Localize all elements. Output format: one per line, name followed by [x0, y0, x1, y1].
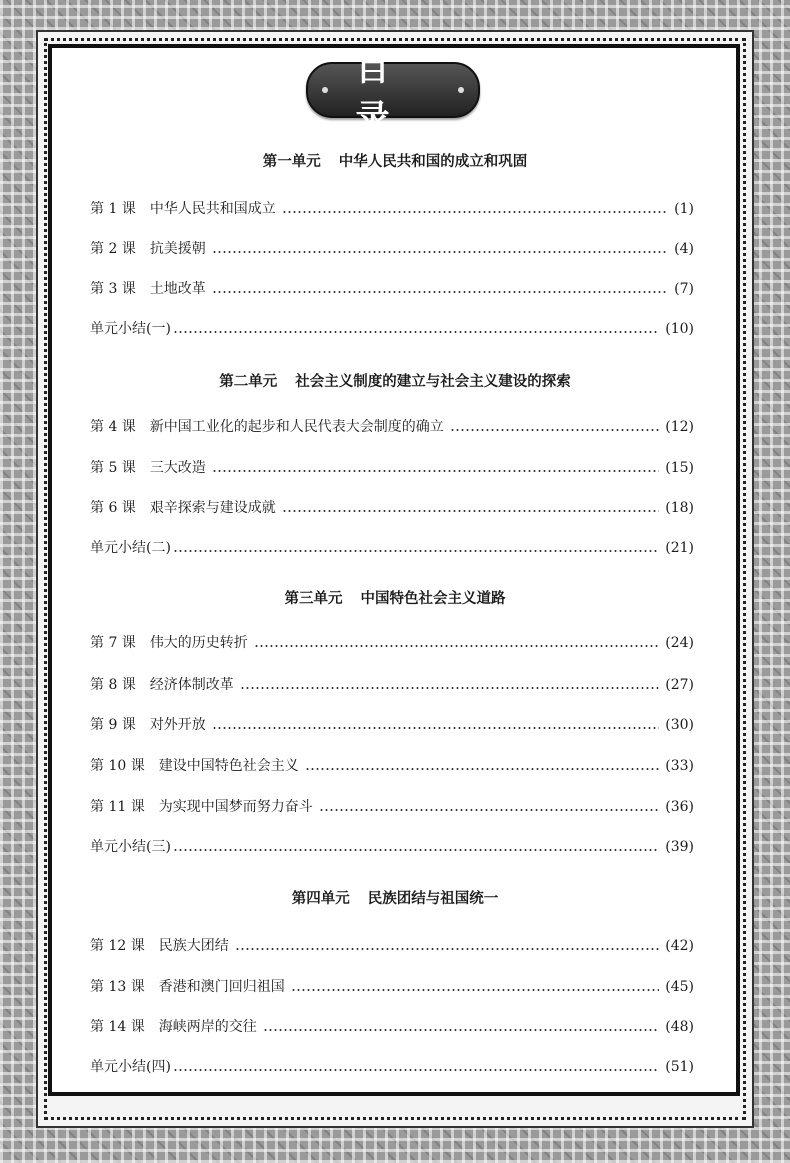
lesson-title: 抗美援朝 [149, 241, 206, 257]
summary-title: 单元小结(四) [90, 1059, 171, 1075]
lesson-title: 香港和澳门回归祖国 [158, 979, 285, 995]
dot-leader [212, 470, 659, 472]
lesson-number: 第 3 课 [90, 281, 136, 297]
dot-leader [282, 510, 659, 512]
lesson-title: 艰辛探索与建设成就 [149, 500, 276, 516]
toc-entry[interactable] [90, 976, 694, 998]
unit-number: 第二单元 [219, 374, 278, 390]
page-number: (7) [674, 281, 694, 297]
lesson-number: 第 8 课 [90, 677, 136, 693]
dot-leader [263, 1029, 660, 1031]
toc-entry[interactable] [90, 198, 694, 220]
lesson-title: 对外开放 [149, 717, 206, 733]
toc-summary-entry[interactable] [90, 836, 694, 858]
lesson-number: 第 1 课 [90, 201, 136, 217]
summary-title: 单元小结(三) [90, 839, 171, 855]
page-number: (15) [665, 460, 694, 476]
toc-entry[interactable] [90, 457, 694, 479]
bullet-dot-icon [322, 87, 328, 93]
toc-entry[interactable] [90, 416, 694, 438]
toc-summary-entry[interactable] [90, 537, 694, 559]
dot-leader [282, 211, 668, 213]
page-number: (30) [665, 717, 694, 733]
summary-title: 单元小结(二) [90, 540, 171, 556]
toc-entry[interactable] [90, 935, 694, 957]
toc-entry[interactable] [90, 278, 694, 300]
page-title: 目录 [355, 49, 404, 138]
page-number: (24) [665, 635, 694, 651]
unit-title: 中华人民共和国的成立和巩固 [338, 154, 528, 170]
lesson-number: 第 10 课 [90, 758, 145, 774]
lesson-title: 建设中国特色社会主义 [158, 758, 299, 774]
page-number: (12) [665, 419, 694, 435]
page-number: (27) [665, 677, 694, 693]
lesson-number: 第 6 课 [90, 500, 136, 516]
page-number: (39) [665, 839, 694, 855]
toc-entry[interactable] [90, 755, 694, 777]
lesson-title: 伟大的历史转折 [149, 635, 248, 651]
bullet-dot-icon [458, 87, 464, 93]
toc-entry[interactable] [90, 1016, 694, 1038]
lesson-number: 第 4 课 [90, 419, 136, 435]
toc-entry[interactable] [90, 632, 694, 654]
toc-summary-entry[interactable] [90, 1056, 694, 1078]
page-number: (45) [665, 979, 694, 995]
lesson-number: 第 13 课 [90, 979, 145, 995]
lesson-number: 第 7 课 [90, 635, 136, 651]
unit-title: 社会主义制度的建立与社会主义建设的探索 [295, 374, 571, 390]
dot-leader [173, 849, 659, 851]
lesson-title: 土地改革 [149, 281, 206, 297]
summary-title: 单元小结(一) [90, 321, 171, 337]
dot-leader [173, 331, 659, 333]
dot-leader [240, 687, 659, 689]
toc-entry[interactable] [90, 497, 694, 519]
lesson-number: 第 2 课 [90, 241, 136, 257]
lesson-title: 民族大团结 [158, 938, 229, 954]
unit-heading [60, 887, 730, 908]
lesson-title: 海峡两岸的交往 [158, 1019, 257, 1035]
unit-number: 第四单元 [291, 891, 350, 907]
unit-number: 第三单元 [284, 591, 343, 607]
unit-title: 中国特色社会主义道路 [360, 591, 506, 607]
page-number: (1) [674, 201, 694, 217]
page-number: (48) [665, 1019, 694, 1035]
unit-title: 民族团结与祖国统一 [367, 891, 499, 907]
toc-entry[interactable] [90, 238, 694, 260]
page-number: (33) [665, 758, 694, 774]
dot-leader [212, 251, 668, 253]
lesson-title: 中华人民共和国成立 [149, 201, 276, 217]
unit-heading [60, 587, 730, 608]
lesson-title: 为实现中国梦而努力奋斗 [158, 799, 313, 815]
toc-summary-entry[interactable] [90, 318, 694, 340]
dot-leader [254, 645, 659, 647]
page-number: (51) [665, 1059, 694, 1075]
page-number: (36) [665, 799, 694, 815]
lesson-number: 第 14 课 [90, 1019, 145, 1035]
dot-leader [291, 989, 660, 991]
page-number: (42) [665, 938, 694, 954]
lesson-number: 第 11 课 [90, 799, 145, 815]
toc-entry[interactable] [90, 674, 694, 696]
dot-leader [212, 291, 668, 293]
dot-leader [450, 429, 659, 431]
page-number: (4) [674, 241, 694, 257]
page-number: (21) [665, 540, 694, 556]
dot-leader [212, 727, 659, 729]
page-title-badge [306, 49, 480, 138]
dot-leader [235, 948, 660, 950]
lesson-number: 第 5 课 [90, 460, 136, 476]
page-number: (10) [665, 321, 694, 337]
lesson-title: 三大改造 [149, 460, 206, 476]
dot-leader [173, 550, 659, 552]
toc-entry[interactable] [90, 796, 694, 818]
dot-leader [319, 809, 660, 811]
page-number: (18) [665, 500, 694, 516]
unit-heading [60, 150, 730, 171]
unit-heading [60, 370, 730, 391]
lesson-title: 经济体制改革 [149, 677, 234, 693]
dot-leader [305, 768, 660, 770]
dot-leader [173, 1069, 659, 1071]
lesson-title: 新中国工业化的起步和人民代表大会制度的确立 [149, 419, 444, 435]
lesson-number: 第 12 课 [90, 938, 145, 954]
unit-number: 第一单元 [262, 154, 321, 170]
lesson-number: 第 9 课 [90, 717, 136, 733]
toc-entry[interactable] [90, 714, 694, 736]
